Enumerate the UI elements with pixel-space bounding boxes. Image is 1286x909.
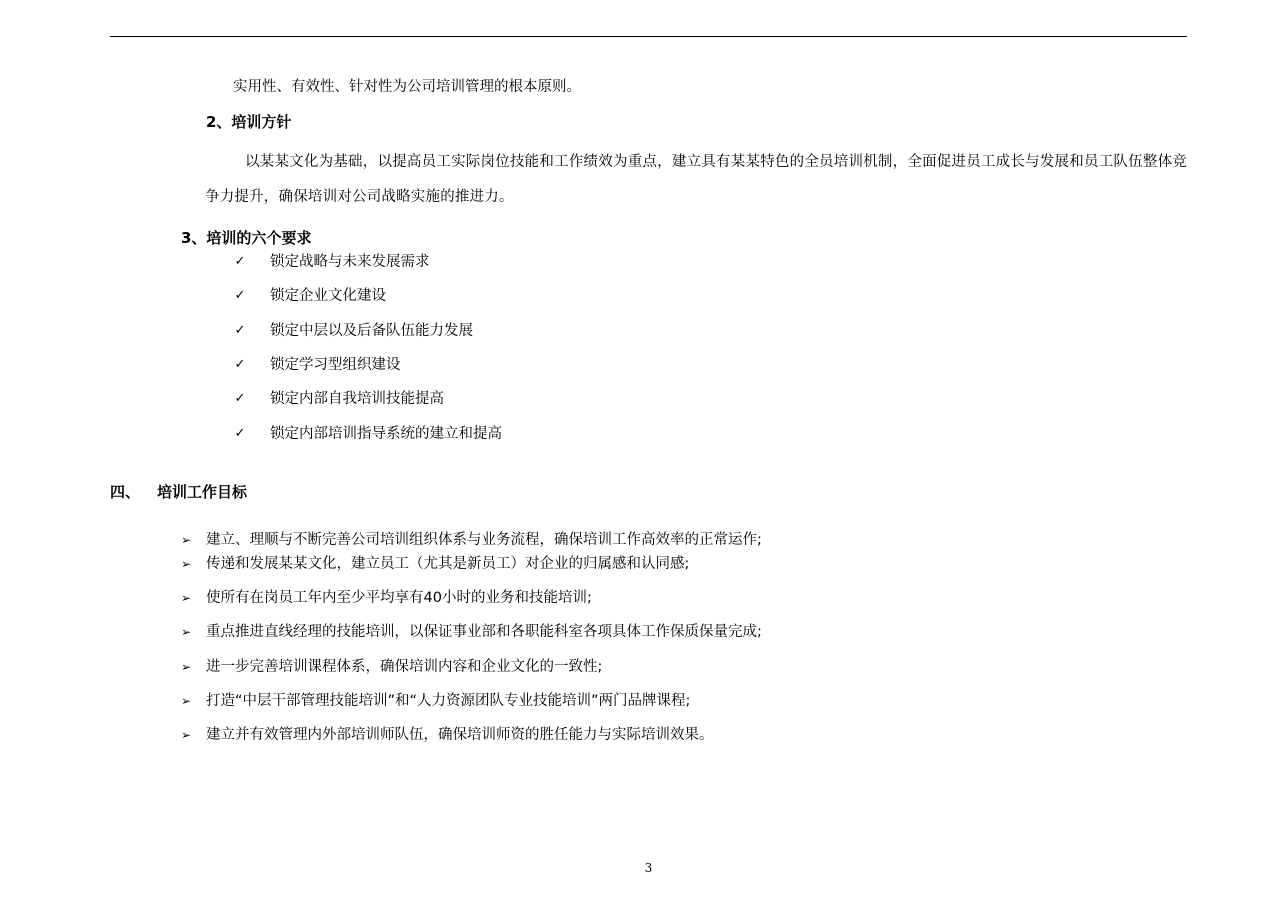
checkmark-icon: ✓ <box>234 426 246 441</box>
list-item-text: 锁定内部培训指导系统的建立和提高 <box>270 426 502 442</box>
list-item-text: 锁定学习型组织建设 <box>270 357 401 373</box>
list-item <box>180 725 714 745</box>
list-item-text: 进一步完善培训课程体系，确保培训内容和企业文化的一致性; <box>206 659 603 675</box>
section-4-heading: 培训工作目标 <box>157 483 248 501</box>
list-item <box>234 286 386 306</box>
list-item-text: 锁定内部自我培训技能提高 <box>270 391 444 407</box>
list-item <box>234 355 401 375</box>
header-rule <box>110 36 1187 37</box>
list-item-text: 建立、理顺与不断完善公司培训组织体系与业务流程，确保培训工作高效率的正常运作; <box>206 532 762 548</box>
checkmark-icon: ✓ <box>234 391 246 406</box>
list-item <box>234 424 502 444</box>
section-3-heading: 3、培训的六个要求 <box>181 229 312 247</box>
list-item <box>180 554 690 574</box>
list-item-text: 打造“中层干部管理技能培训”和“人力资源团队专业技能培训”两门品牌课程; <box>206 693 691 709</box>
list-item-text: 锁定战略与未来发展需求 <box>270 254 430 270</box>
list-item-text: 重点推进直线经理的技能培训，以保证事业部和各职能科室各项具体工作保质保量完成; <box>206 624 762 640</box>
arrow-bullet-icon: ➢ <box>180 728 192 742</box>
list-item <box>234 389 444 409</box>
arrow-bullet-icon: ➢ <box>180 625 192 639</box>
arrow-bullet-icon: ➢ <box>180 694 192 708</box>
arrow-bullet-icon: ➢ <box>180 557 192 571</box>
list-item-text: 建立并有效管理内外部培训师队伍，确保培训师资的胜任能力与实际培训效果。 <box>206 727 714 743</box>
list-item-text: 锁定中层以及后备队伍能力发展 <box>270 323 473 339</box>
page-number: 3 <box>644 861 653 875</box>
list-item <box>234 321 473 341</box>
arrow-bullet-icon: ➢ <box>180 591 192 605</box>
checkmark-icon: ✓ <box>234 288 246 303</box>
list-item-text: 传递和发展某某文化，建立员工（尤其是新员工）对企业的归属感和认同感; <box>206 556 690 572</box>
arrow-bullet-icon: ➢ <box>180 533 192 547</box>
list-item <box>180 691 691 711</box>
checkmark-icon: ✓ <box>234 357 246 372</box>
checkmark-icon: ✓ <box>234 323 246 338</box>
list-item-text: 使所有在岗员工年内至少平均享有40小时的业务和技能培训; <box>206 590 592 606</box>
arrow-bullet-icon: ➢ <box>180 660 192 674</box>
list-item <box>234 252 430 272</box>
list-item-text: 锁定企业文化建设 <box>270 288 386 304</box>
list-item <box>180 588 592 608</box>
intro-line: 实用性、有效性、针对性为公司培训管理的根本原则。 <box>233 79 581 95</box>
section-2-paragraph: 以某某文化为基础，以提高员工实际岗位技能和工作绩效为重点，建立具有某某特色的全员培训机制，全面促进员工成长与发展和员工队伍整体竞争力提升，确保培训对公司战略实施的推进力。 <box>205 154 1187 205</box>
list-item <box>180 622 762 642</box>
list-item <box>180 530 762 550</box>
checkmark-icon: ✓ <box>234 254 246 269</box>
section-4-number: 四、 <box>110 483 141 501</box>
list-item <box>180 657 603 677</box>
section-2-heading: 2、培训方针 <box>206 113 292 131</box>
